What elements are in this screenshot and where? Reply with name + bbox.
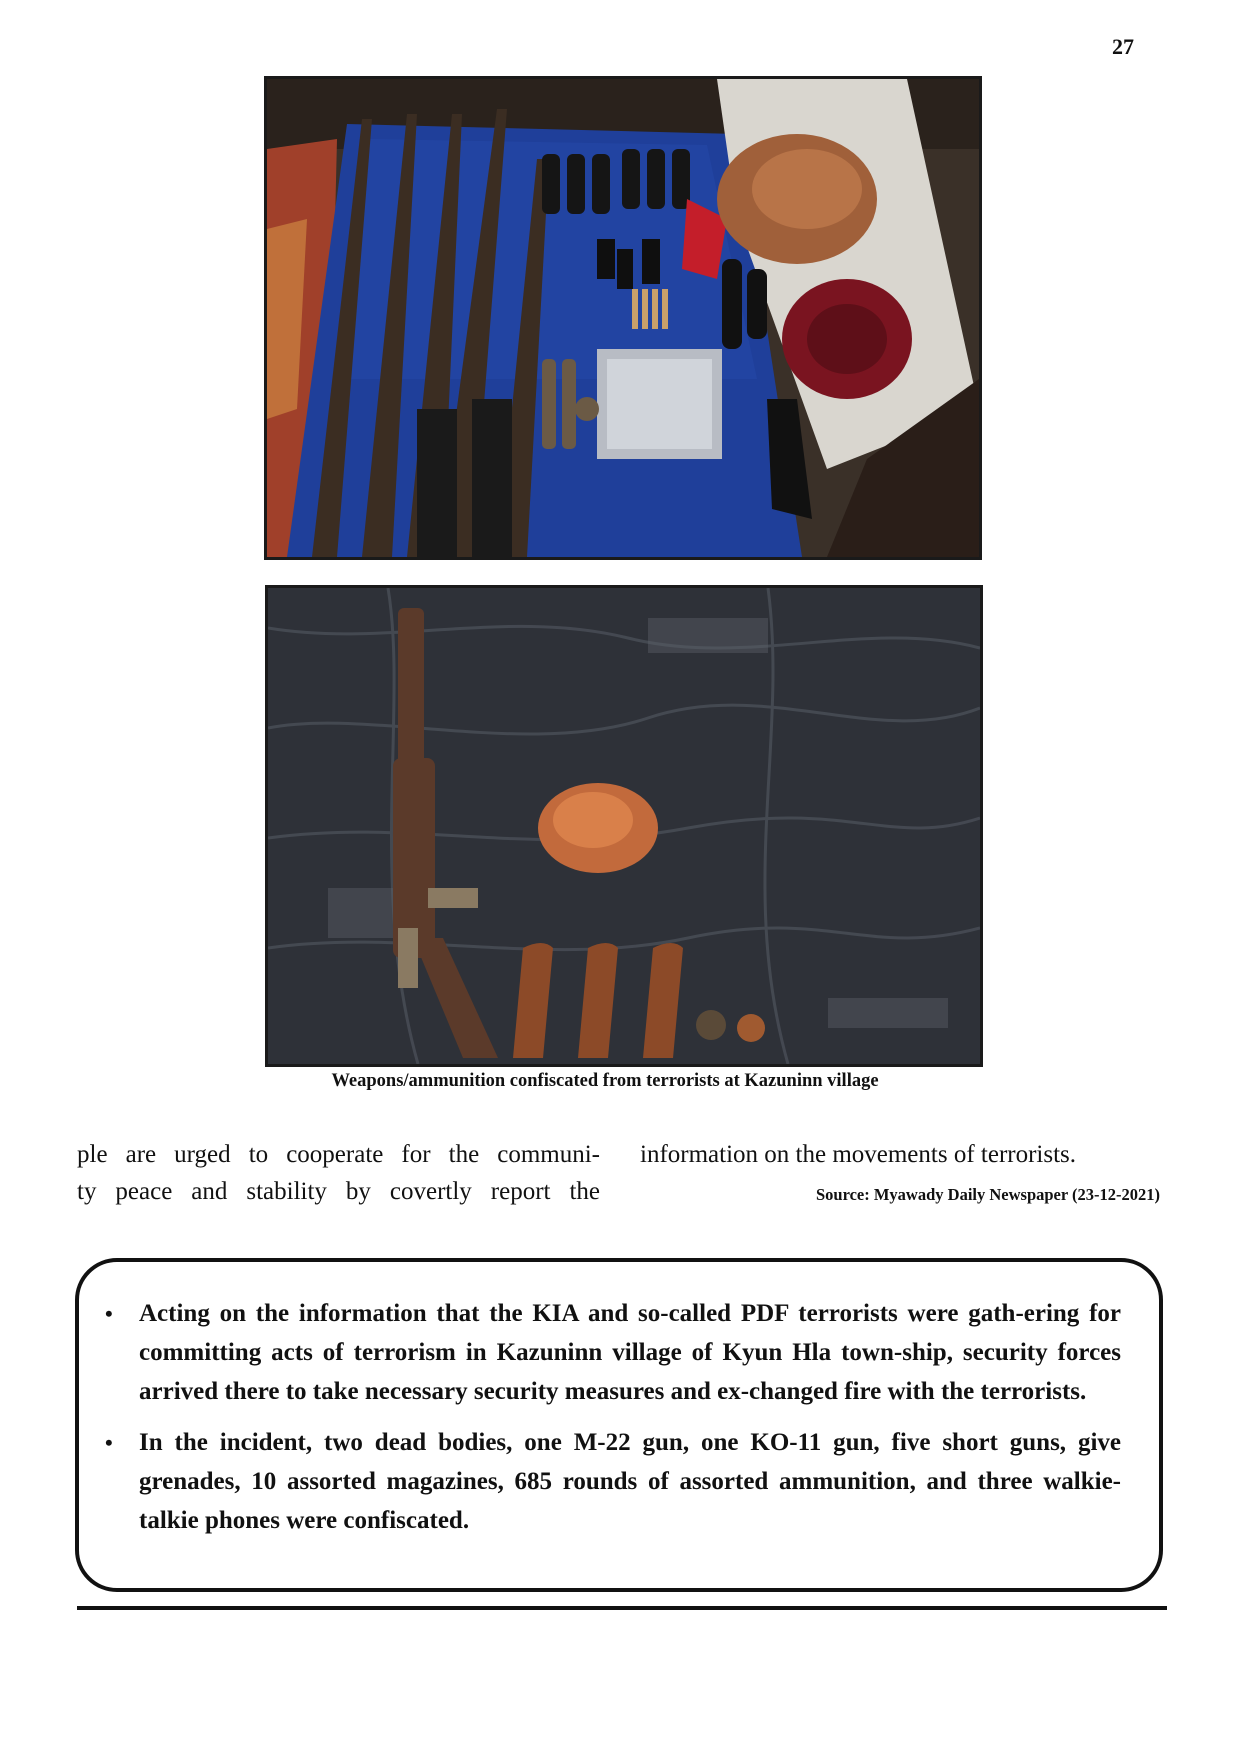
bullet-icon: • (105, 1301, 113, 1326)
source-citation: Source: Myawady Daily Newspaper (23-12-2021) (815, 1185, 1160, 1204)
footer-divider (77, 1606, 1167, 1610)
photo-weapons-on-black-tarp (265, 585, 983, 1067)
figure-caption: Weapons/ammunition confiscated from terrorists at Kazuninn village (331, 1071, 879, 1091)
photo-weapons-on-blue-tarp (264, 76, 982, 560)
summary-item (101, 1423, 1121, 1540)
page-number: 27 (1112, 34, 1134, 59)
summary-list (101, 1294, 1121, 1552)
summary-item-text: Acting on the information that the KIA and so-called PDF terrorists were gath-ering for committing acts of terrorism in Kazuninn village of Kyun Hla town-ship, security forces arrived there to take necessary security measures and ex-changed fire with the terrorists. (139, 1300, 1121, 1405)
article-right-column (640, 1136, 1145, 1173)
article-text-line: ple are urged to cooperate for the communi- (77, 1141, 600, 1168)
rifle-ammunition-photo-illustration (268, 588, 980, 1064)
article-left-column (77, 1136, 600, 1210)
article-text-line: ty peace and stability by covertly report the (77, 1178, 600, 1205)
summary-item (101, 1294, 1121, 1411)
weapons-photo-illustration (267, 79, 979, 557)
article-text-line: information on the movements of terrorists. (640, 1141, 1077, 1168)
bullet-icon: • (105, 1430, 113, 1455)
summary-box (75, 1258, 1163, 1592)
summary-item-text: In the incident, two dead bodies, one M-22 gun, one KO-11 gun, five short guns, give grenades, 10 assorted magazines, 685 rounds of assorted ammunition, and three walkie-talkie phones were confiscated. (139, 1429, 1121, 1534)
